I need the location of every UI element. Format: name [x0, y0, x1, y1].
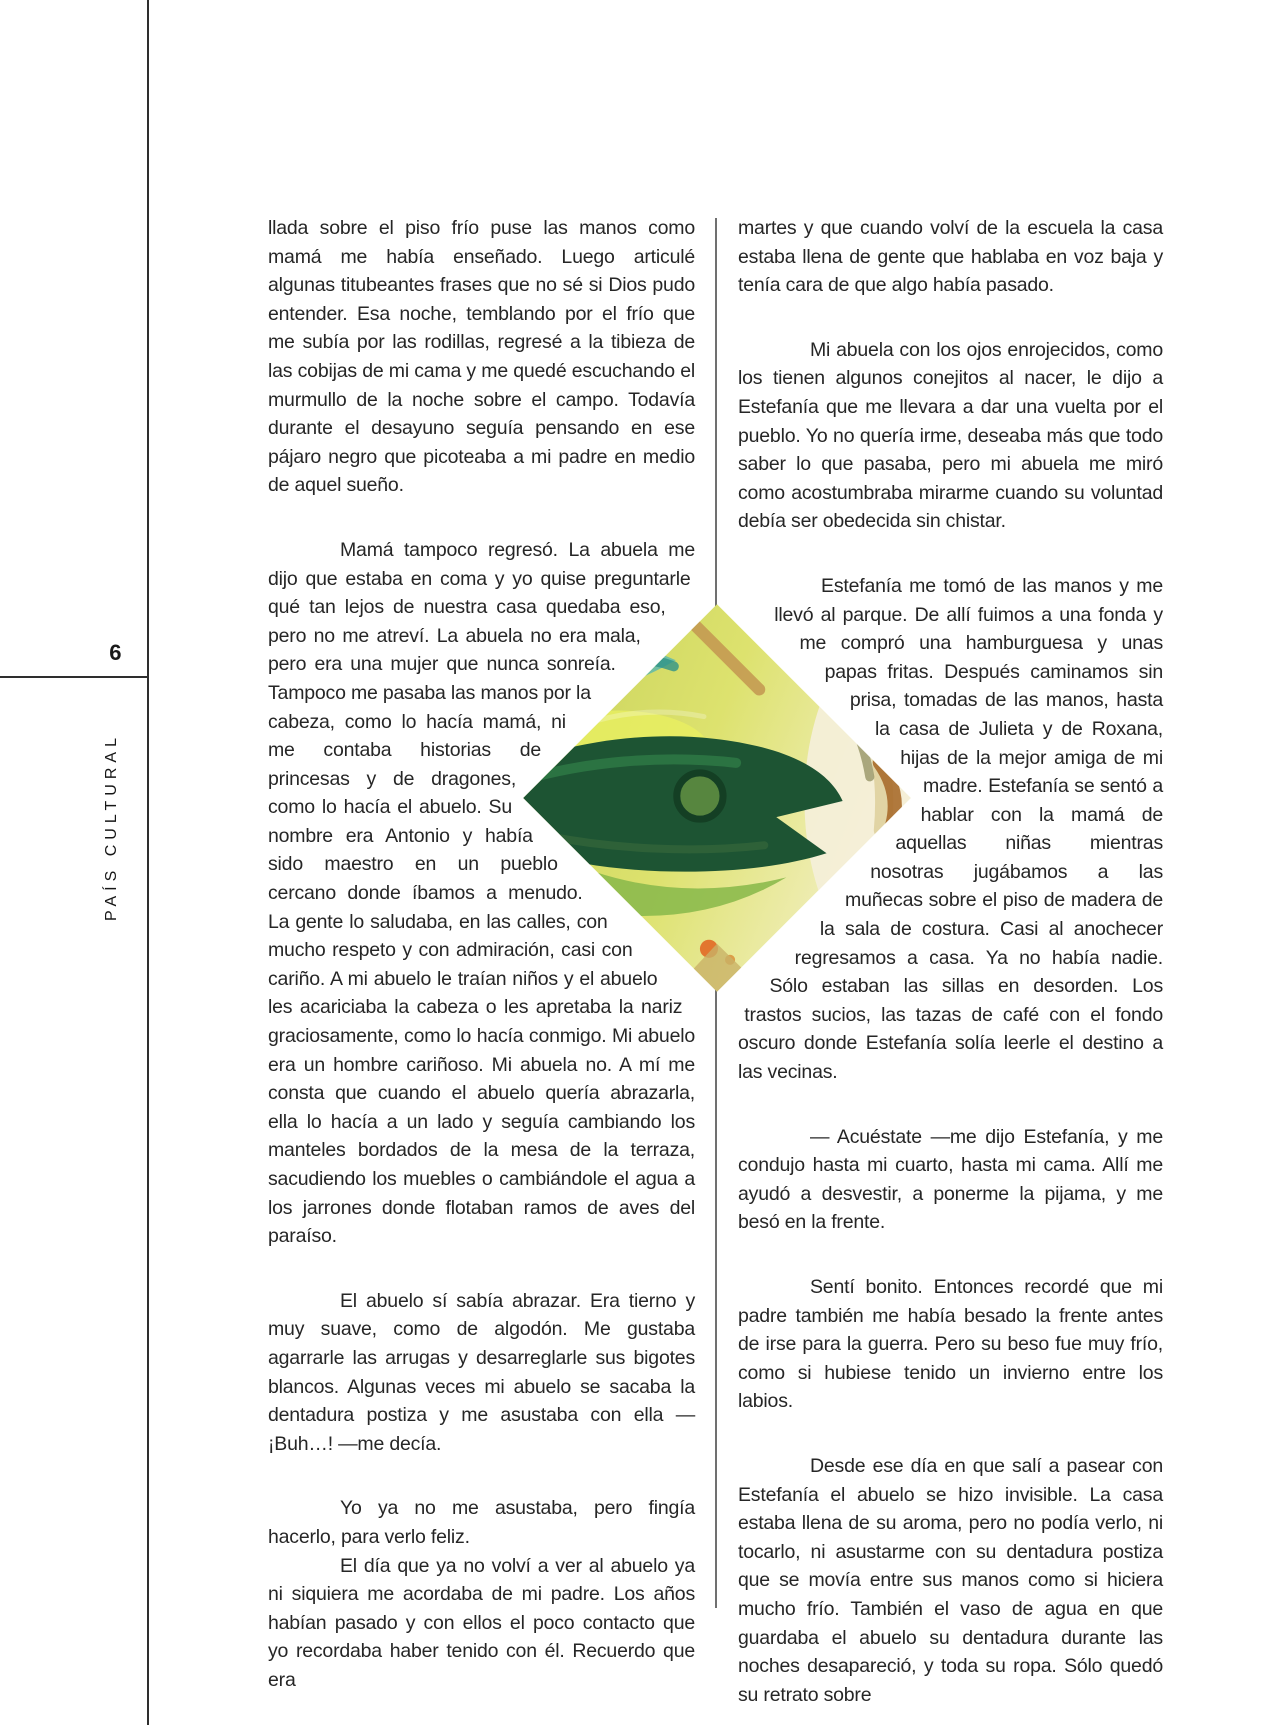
paragraph: El día que ya no volví a ver al abuelo ya ni siquiera me acordaba de mi padre. Los años habían pasado y con ellos el poco contacto que yo recordaba haber tenido con él. Recuerdo que era — [268, 1554, 695, 1691]
right-column — [738, 214, 1163, 1709]
paragraph: — Acuéstate —me dijo Estefanía, y me condujo hasta mi cuarto, hasta mi cama. Allí me ayudó a desvestir, a ponerme la pijama, y me besó en la frente. — [738, 1125, 1163, 1234]
paragraph: llada sobre el piso frío puse las manos como mamá me había enseñado. Luego articulé algunas titubeantes frases que no sé si Dios pudo entender. Esa noche, temblando por el frío que me subía por las rodillas, regresé a la tibieza de las cobijas de mi cama y me quedé escuchando el murmullo de la noche sobre el campo. Todavía durante el desayuno seguía pensando en ese pájaro negro que picoteaba a mi padre en medio de aquel sueño. — [268, 217, 695, 497]
paragraph: Sentí bonito. Entonces recordé que mi padre también me había besado la frente antes de irse para la guerra. Pero su beso fue muy frío, como si hubiese tenido un invierno entre los labios. — [738, 1276, 1163, 1413]
paragraph: Desde ese día en que salí a pasear con Estefanía el abuelo se hizo invisible. La casa estaba llena de su aroma, pero no podía verlo, ni tocarlo, ni asustarme con su dentadura postiza que se movía entre sus manos como si hiciera mucho frío. También el vaso de agua en que guardaba el abuelo su dentadura durante las noches desapareció, y toda su ropa. Sólo quedó su retrato sobre — [738, 1454, 1163, 1706]
paragraph: Mamá tampoco regresó. La abuela me dijo que estaba en coma y yo quise preguntarle qué tan lejos de nuestra casa quedaba eso, pero no me atreví. La abuela no era mala, pero era una mujer que nunca sonreía. Tampoco me pasaba las manos por la cabeza, como lo hacía mamá, ni me contaba historias de princesas y de dragones, como lo hacía el abuelo. Su nombre era Antonio y había sido maestro en un pueblo cercano donde íbamos a menudo. La gente lo saludaba, en las calles, con mucho respeto y con admiración, casi con cariño. A mi abuelo le traían niños y el abuelo les acariciaba la cabeza o les apretaba la nariz graciosamente, como lo hacía conmigo. Mi abuelo era un hombre cariñoso. Mi abuela no. A mí me consta que cuando el abuelo quería abrazarla, ella lo hacía a un lado y seguía cambiando los manteles bordados de la mesa de la terraza, sacudiendo los muebles o cambiándole el agua a los jarrones donde flotaban ramos de aves del paraíso. — [268, 538, 695, 1248]
paragraph: Yo ya no me asustaba, pero fingía hacerlo, para verlo feliz. — [268, 1497, 695, 1548]
paragraph: Estefanía me tomó de las manos y me llevó al parque. De allí fuimos a una fonda y me compró una hamburguesa y unas papas fritas. Después caminamos sin prisa, tomadas de las manos, hasta la casa de Julieta y de Roxana, hijas de la mejor amiga de mi madre. Estefanía se sentó a hablar con la mamá de aquellas niñas mientras nosotras jugábamos a las muñecas sobre el piso de madera de la sala de costura. Casi al anochecer regresamos a casa. Ya no había nadie. Sólo estaban las sillas en desorden. Los trastos sucios, las tazas de café con el fondo oscuro donde Estefanía solía leerle el destino a las vecinas. — [738, 574, 1163, 1084]
paragraph: martes y que cuando volví de la escuela la casa estaba llena de gente que hablaba en voz baja y tenía cara de que algo había pasado. — [738, 217, 1163, 297]
paragraph: Mi abuela con los ojos enrojecidos, como los tienen algunos conejitos al nacer, le dijo a Estefanía que me llevara a dar una vuelta por el pueblo. Yo no quería irme, deseaba más que todo saber lo que pasaba, pero mi abuela me miró como acostumbraba mirarme cuando su voluntad debía ser obedecida sin chistar. — [738, 338, 1163, 533]
paragraph: El abuelo sí sabía abrazar. Era tierno y muy suave, como de algodón. Me gustaba agarrarle las arrugas y desarreglarle sus bigotes blancos. Algunas veces mi abuelo se sacaba la dentadura postiza y me asustaba con ella —¡Buh…! —me decía. — [268, 1289, 695, 1455]
folio-rule — [0, 676, 149, 678]
left-rail-line — [147, 0, 149, 1725]
page-number: 6 — [109, 640, 122, 665]
section-title-vertical: PAÍS CULTURAL — [103, 733, 120, 921]
left-column — [268, 214, 695, 1695]
